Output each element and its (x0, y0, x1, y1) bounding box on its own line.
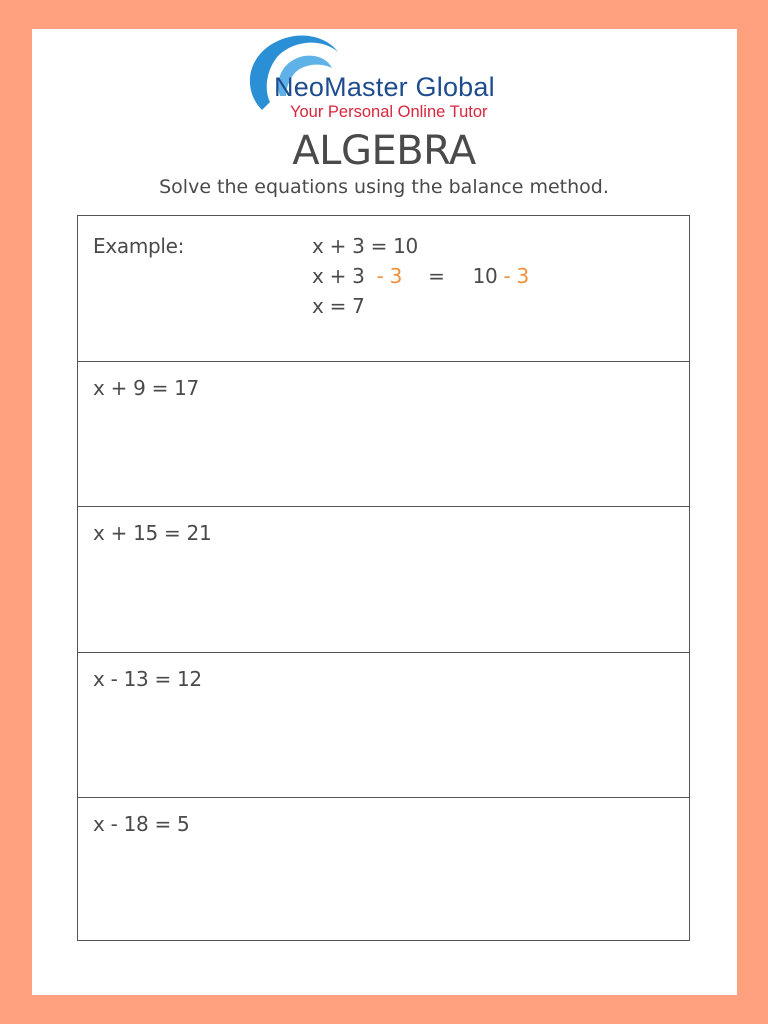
example-step-left: x + 3 (312, 264, 365, 288)
brand-logo (240, 32, 530, 122)
page-subtitle: Solve the equations using the balance method. (159, 176, 609, 198)
problem-row (78, 797, 689, 942)
problem-row (78, 652, 689, 797)
problem-equation: x - 13 = 12 (93, 667, 202, 691)
problem-row (78, 361, 689, 506)
example-row (78, 216, 689, 361)
problem-equation: x - 18 = 5 (93, 812, 190, 836)
example-solution: x = 7 (312, 294, 365, 318)
problem-equation: x + 15 = 21 (93, 521, 212, 545)
brand-tagline: Your Personal Online Tutor (290, 103, 488, 121)
example-label: Example: (93, 234, 185, 258)
example-step-right: 10 (472, 264, 498, 288)
example-equation: x + 3 = 10 (312, 234, 418, 258)
example-step-left-op: - 3 (376, 264, 403, 288)
equation-table (77, 215, 690, 941)
page-title: ALGEBRA (292, 128, 476, 174)
problem-equation: x + 9 = 17 (93, 376, 199, 400)
example-step-equals: = (428, 264, 445, 288)
example-step-right-op: - 3 (503, 264, 529, 288)
problem-row (78, 506, 689, 651)
brand-name: NeoMaster Global (274, 72, 495, 102)
example-balance-step (312, 264, 529, 288)
